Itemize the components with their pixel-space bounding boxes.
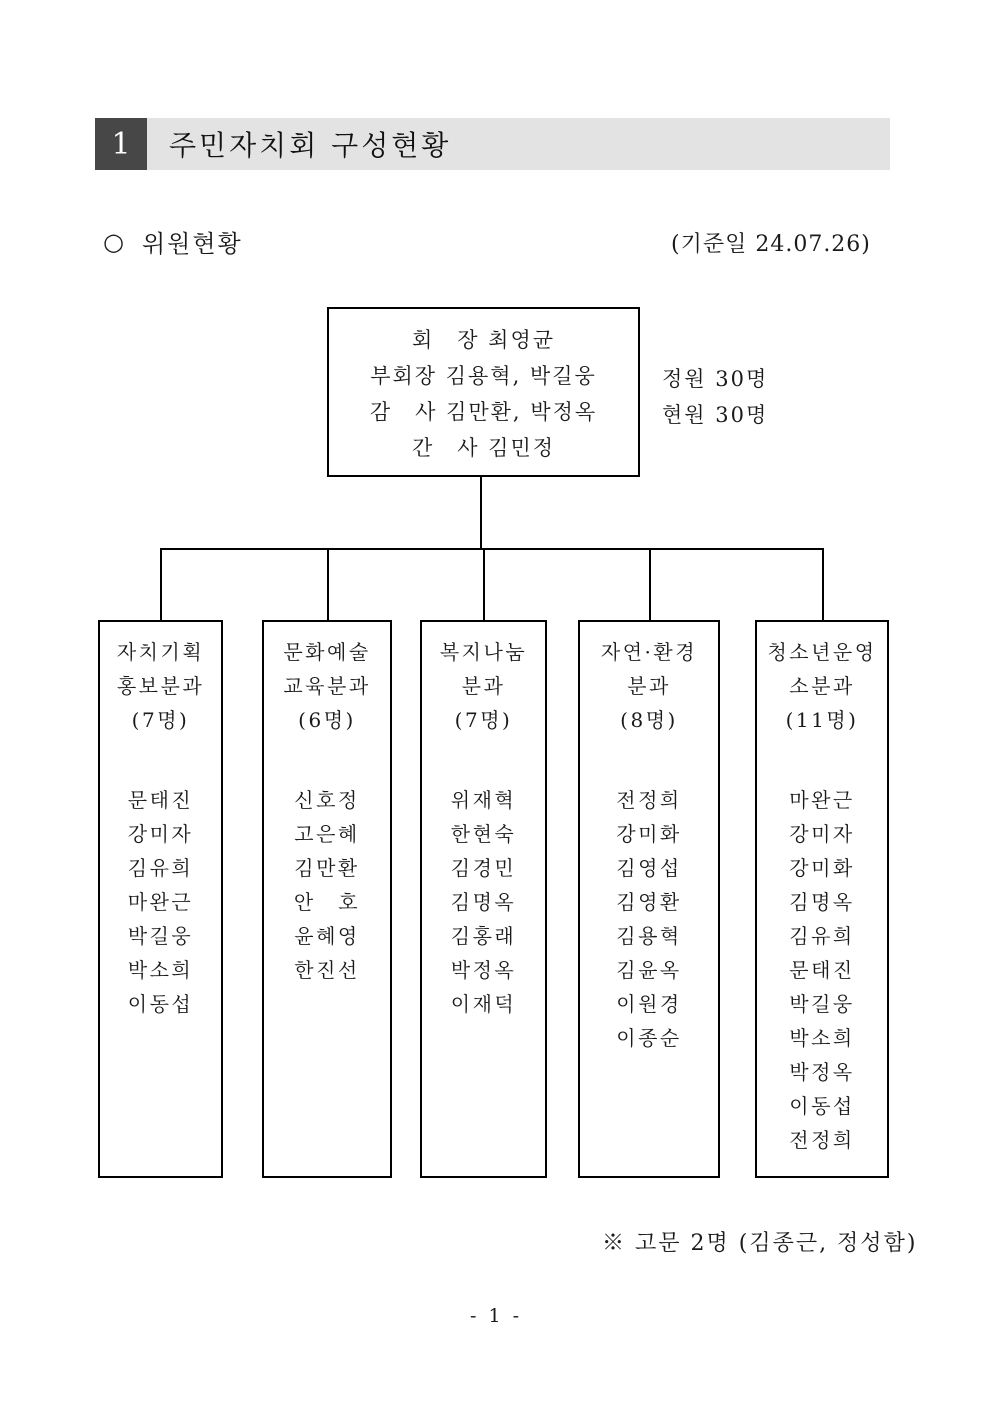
committee-name: [422, 635, 545, 737]
member-name: 김영섭: [616, 856, 682, 880]
committee-spacer: [757, 737, 887, 783]
member-name: 전정희: [789, 1128, 855, 1152]
member-name: 고은혜: [294, 822, 360, 846]
member-list: [264, 783, 390, 987]
connector-drop-2: [327, 548, 329, 620]
committee-name-line: 자치기획: [116, 640, 205, 664]
committee-name: [264, 635, 390, 737]
committee-spacer: [422, 737, 545, 783]
leadership-line-secretary: 간 사 김민정: [411, 436, 556, 460]
connector-horizontal: [160, 548, 823, 550]
member-name: 이원경: [616, 992, 682, 1016]
member-name: 김윤옥: [616, 958, 682, 982]
member-name: 마완근: [789, 788, 855, 812]
committee-box: [578, 620, 720, 1178]
member-name: 마완근: [127, 890, 194, 914]
committee-name-line: (11명): [785, 708, 859, 732]
committee-name-line: 문화예술: [283, 640, 371, 664]
member-name: 이동섭: [127, 992, 194, 1016]
committee-name-line: 복지나눔: [439, 640, 528, 664]
connector-drop-1: [160, 548, 162, 620]
committee-name-line: 분과: [627, 674, 671, 698]
member-name: 위재혁: [450, 788, 517, 812]
member-name: 전정희: [616, 788, 682, 812]
subsection-title: 위원현황: [141, 230, 243, 258]
committee-name: [580, 635, 718, 737]
leadership-box: [327, 307, 640, 477]
committee-name-line: 소분과: [789, 674, 855, 698]
member-name: 이재덕: [450, 992, 517, 1016]
committee-spacer: [264, 737, 390, 783]
member-name: 박길웅: [789, 992, 855, 1016]
committee-name-line: 교육분과: [283, 674, 371, 698]
circle-bullet-icon: ○: [103, 227, 126, 256]
member-name: 한진선: [294, 958, 360, 982]
member-name: 이동섭: [789, 1094, 855, 1118]
member-name: 강미자: [127, 822, 194, 846]
connector-drop-3: [483, 548, 485, 620]
member-name: 김명옥: [450, 890, 517, 914]
member-list: [100, 783, 221, 1021]
member-name: 박길웅: [127, 924, 194, 948]
member-name: 김용혁: [616, 924, 682, 948]
committee-name-line: 청소년운영: [767, 640, 877, 664]
connector-vertical-top: [480, 477, 482, 548]
committee-box: [262, 620, 392, 1178]
committee-spacer: [100, 737, 221, 783]
committee-name-line: 홍보분과: [116, 674, 205, 698]
leadership-line-vicechair: 부회장 김용혁, 박길웅: [370, 364, 597, 388]
member-name: 김유희: [789, 924, 855, 948]
capacity-note: [662, 361, 768, 433]
committee-name-line: 분과: [461, 674, 506, 698]
page-title: 주민자치회 구성현황: [169, 129, 452, 162]
advisor-footnote: ※ 고문 2명 (김종근, 정성함): [602, 1231, 918, 1256]
member-name: 문태진: [789, 958, 855, 982]
member-name: 강미화: [616, 822, 682, 846]
member-list: [580, 783, 718, 1055]
section-number-badge: 1: [95, 118, 147, 170]
member-name: 김만환: [294, 856, 360, 880]
member-name: 강미자: [789, 822, 855, 846]
committee-box: [755, 620, 889, 1178]
section-header-bar: [95, 118, 890, 170]
member-name: 박정옥: [450, 958, 517, 982]
committee-name-line: (6명): [298, 708, 356, 732]
capacity-quota: 정원 30명: [662, 367, 769, 391]
member-name: 박소희: [127, 958, 194, 982]
member-name: 박정옥: [789, 1060, 855, 1084]
committee-spacer: [580, 737, 718, 783]
committee-name-line: 자연·환경: [600, 640, 698, 664]
member-name: 윤혜영: [294, 924, 360, 948]
committee-name-line: (7명): [454, 708, 513, 732]
capacity-current: 현원 30명: [662, 403, 769, 427]
member-name: 김홍래: [450, 924, 517, 948]
member-name: 문태진: [127, 788, 194, 812]
member-name: 박소희: [789, 1026, 855, 1050]
committee-name: [100, 635, 221, 737]
committee-name-line: (7명): [131, 708, 190, 732]
leadership-line-auditor: 감 사 김만환, 박정옥: [369, 400, 598, 424]
page-number: - 1 -: [469, 1305, 522, 1327]
member-name: 이종순: [616, 1026, 682, 1050]
subsection-heading: [103, 224, 243, 259]
connector-drop-5: [822, 548, 824, 620]
member-name: 신호정: [294, 788, 360, 812]
committee-box: [420, 620, 547, 1178]
member-name: 김유희: [127, 856, 194, 880]
member-name: 강미화: [789, 856, 855, 880]
member-name: 김영환: [616, 890, 682, 914]
leadership-line-chair: 회 장 최영균: [411, 328, 556, 352]
committee-name-line: (8명): [620, 708, 678, 732]
member-name: 김경민: [450, 856, 517, 880]
member-name: 한현숙: [450, 822, 517, 846]
committee-name: [757, 635, 887, 737]
connector-drop-4: [649, 548, 651, 620]
member-list: [422, 783, 545, 1021]
committee-box: [98, 620, 223, 1178]
member-list: [757, 783, 887, 1157]
member-name: 김명옥: [789, 890, 855, 914]
member-name: 안 호: [293, 890, 361, 914]
reference-date: (기준일 24.07.26): [671, 232, 871, 257]
